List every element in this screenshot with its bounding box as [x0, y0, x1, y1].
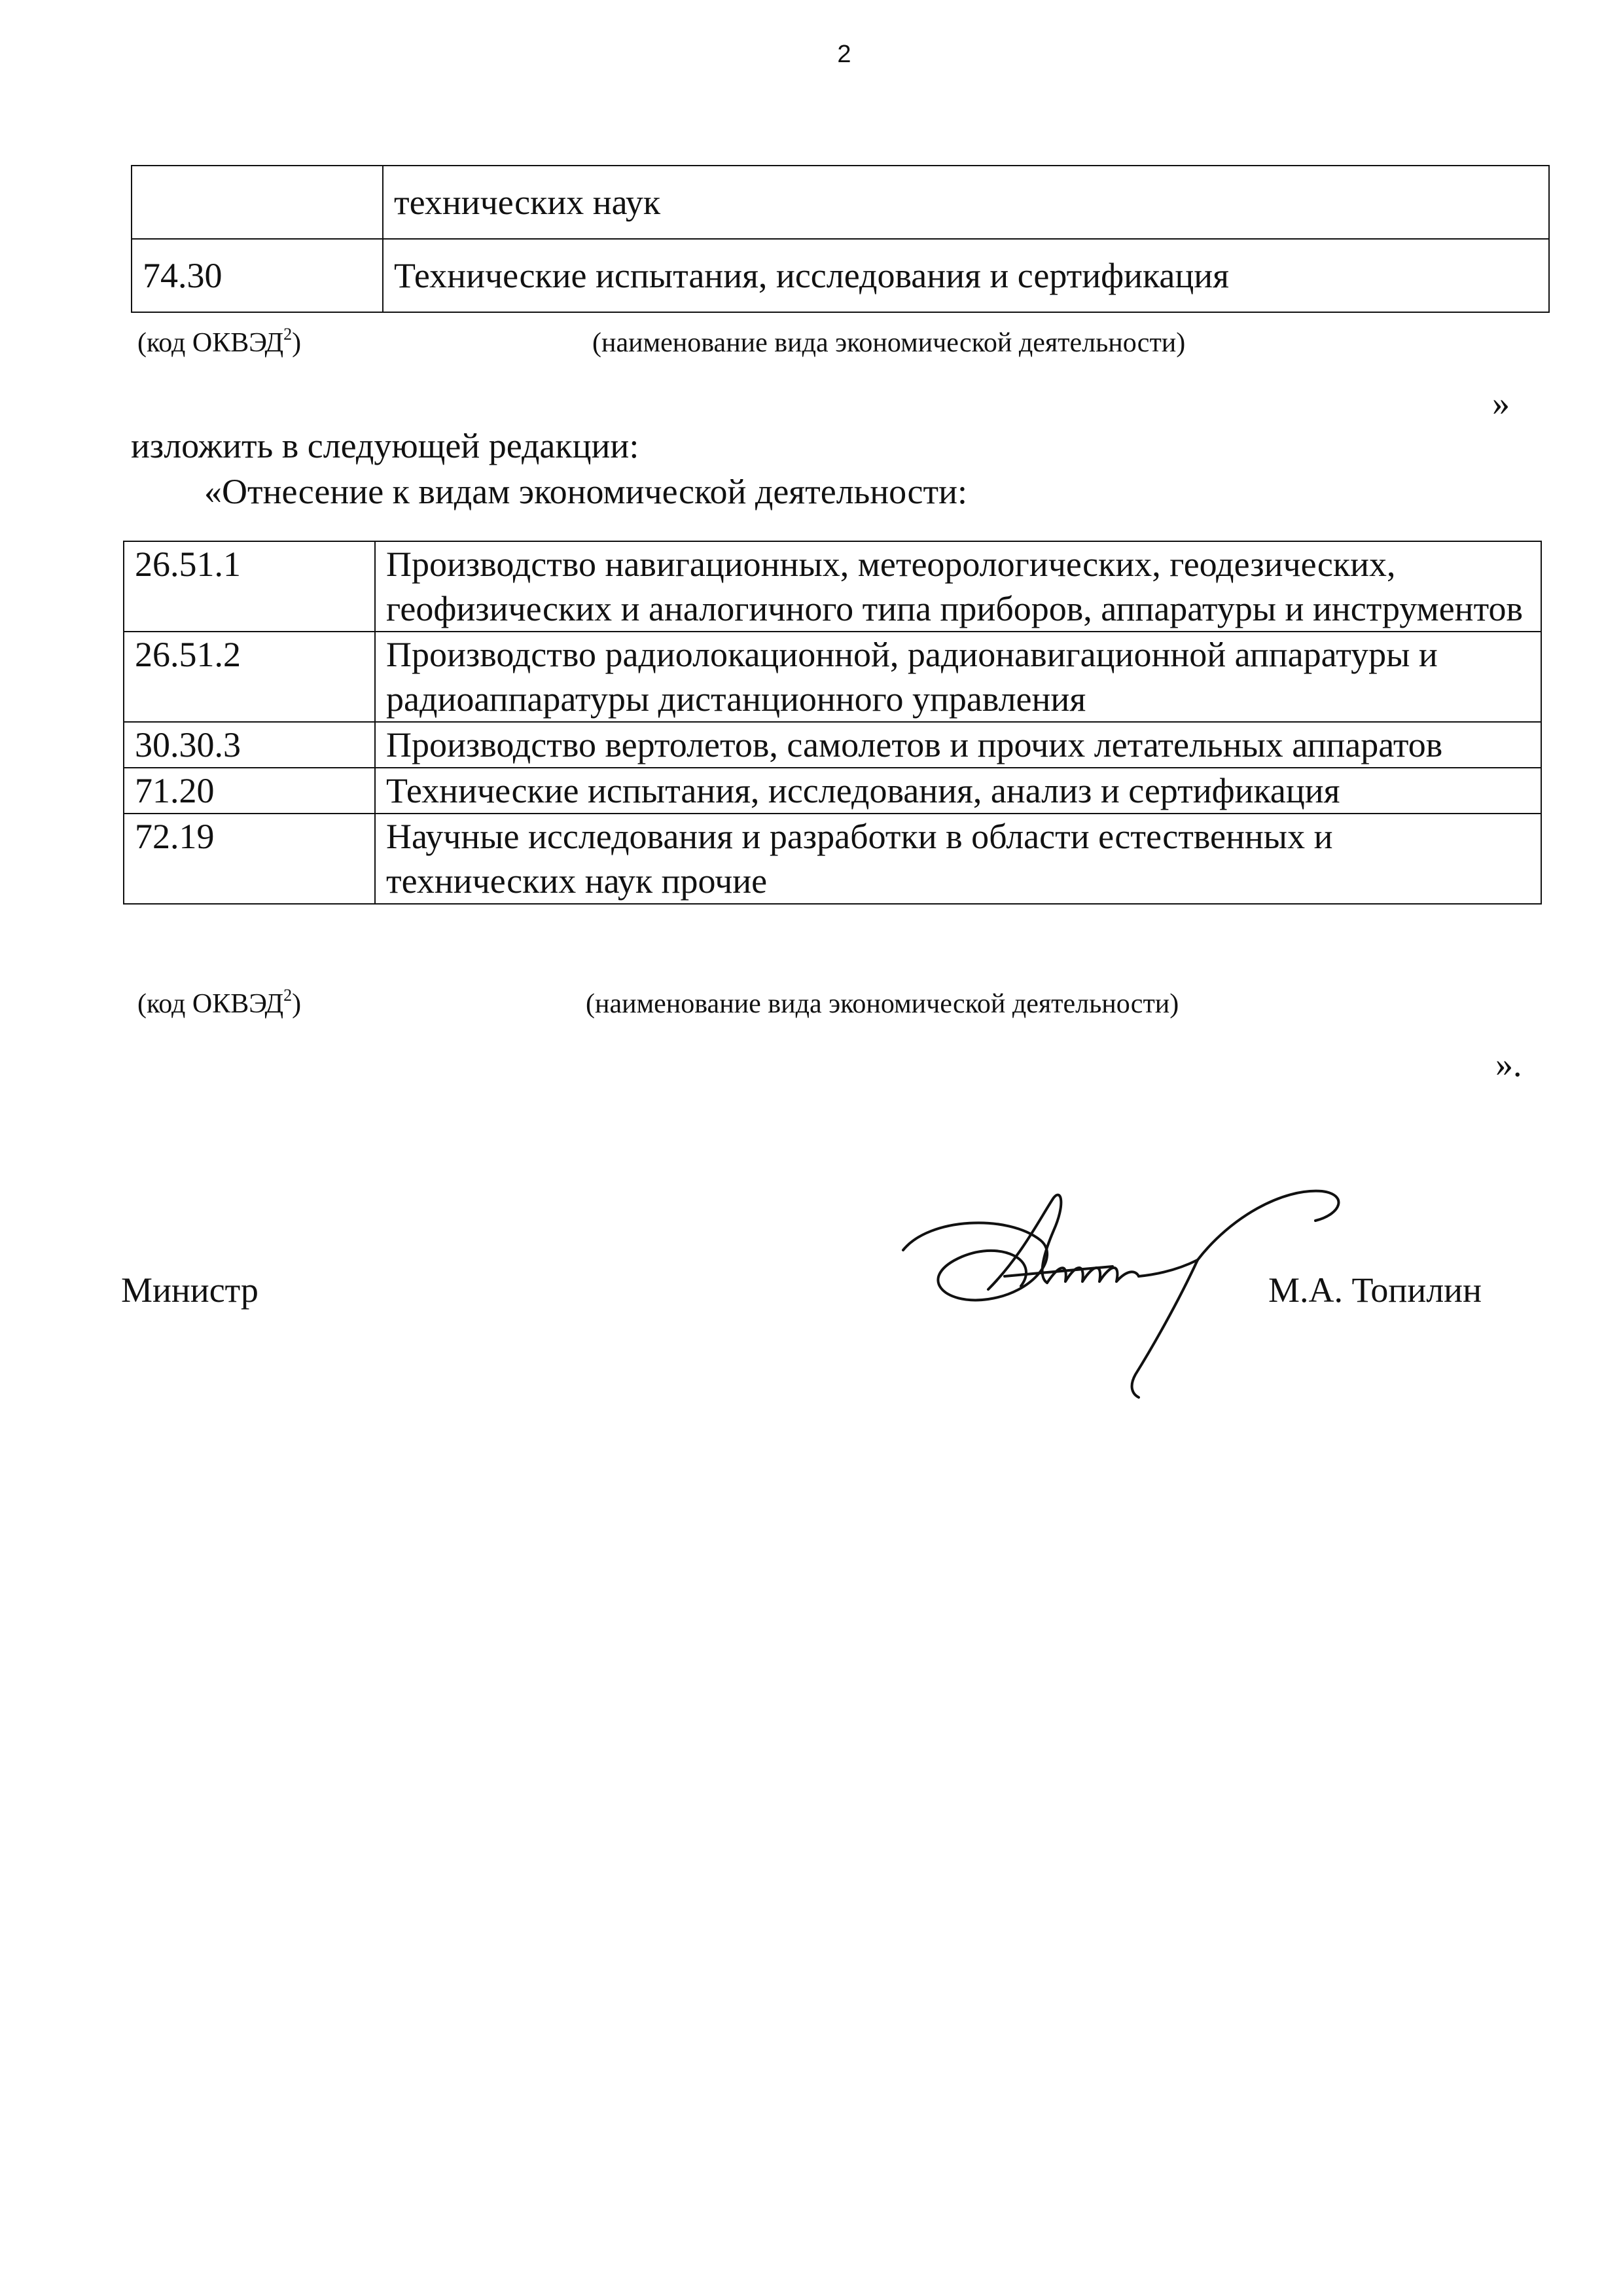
table-row: [132, 239, 1549, 312]
footnote-marker: 2: [283, 986, 293, 1005]
okved-table-fragment: [131, 165, 1550, 313]
okved-code-caption: [137, 327, 301, 359]
page-number: 2: [837, 41, 851, 68]
okved-name-cell: Производство вертолетов, самолетов и прочих летательных аппаратов: [375, 722, 1541, 768]
okved-name-cell: Производство радиолокационной, радионавигационной аппаратуры и радиоаппаратуры дистанционного управления: [375, 632, 1541, 722]
okved-code-cell: 26.51.1: [124, 541, 375, 632]
okved-name-cell: технических наук: [383, 166, 1549, 239]
okved-table: [123, 541, 1542, 905]
closing-quote: ».: [1495, 1045, 1522, 1084]
signatory-name: М.А. Топилин: [1268, 1270, 1482, 1310]
okved-code-cell: 26.51.2: [124, 632, 375, 722]
table-row: [124, 768, 1541, 814]
okved-name-cell: Научные исследования и разработки в области естественных и технических наук прочие: [375, 814, 1541, 904]
paragraph-heading: «Отнесение к видам экономической деятельности:: [204, 472, 967, 511]
okved-name-cell: Производство навигационных, метеорологических, геодезических, геофизических и аналогичного типа приборов, аппаратуры и инструментов: [375, 541, 1541, 632]
okved-name-cell: Технические испытания, исследования, анализ и сертификация: [375, 768, 1541, 814]
caption-text: ): [292, 328, 302, 358]
caption-text: (код ОКВЭД: [137, 989, 284, 1019]
footnote-marker: 2: [283, 325, 293, 344]
table-row: [124, 722, 1541, 768]
table-row: [132, 166, 1549, 239]
closing-quote: »: [1492, 384, 1510, 423]
okved-code-cell: 30.30.3: [124, 722, 375, 768]
table-row: [124, 541, 1541, 632]
okved-code-cell: 72.19: [124, 814, 375, 904]
activity-name-caption: (наименование вида экономической деятельности): [586, 989, 1179, 1019]
table-row: [124, 814, 1541, 904]
okved-code-cell: 71.20: [124, 768, 375, 814]
okved-code-cell: [132, 166, 383, 239]
caption-text: (код ОКВЭД: [137, 328, 284, 358]
okved-code-cell: 74.30: [132, 239, 383, 312]
okved-code-caption: [137, 988, 301, 1020]
table-row: [124, 632, 1541, 722]
okved-name-cell: Технические испытания, исследования и сертификация: [383, 239, 1549, 312]
caption-text: ): [292, 989, 302, 1019]
paragraph-intro: изложить в следующей редакции:: [131, 426, 639, 465]
activity-name-caption: (наименование вида экономической деятельности): [592, 328, 1186, 358]
signatory-title: Министр: [121, 1270, 259, 1310]
